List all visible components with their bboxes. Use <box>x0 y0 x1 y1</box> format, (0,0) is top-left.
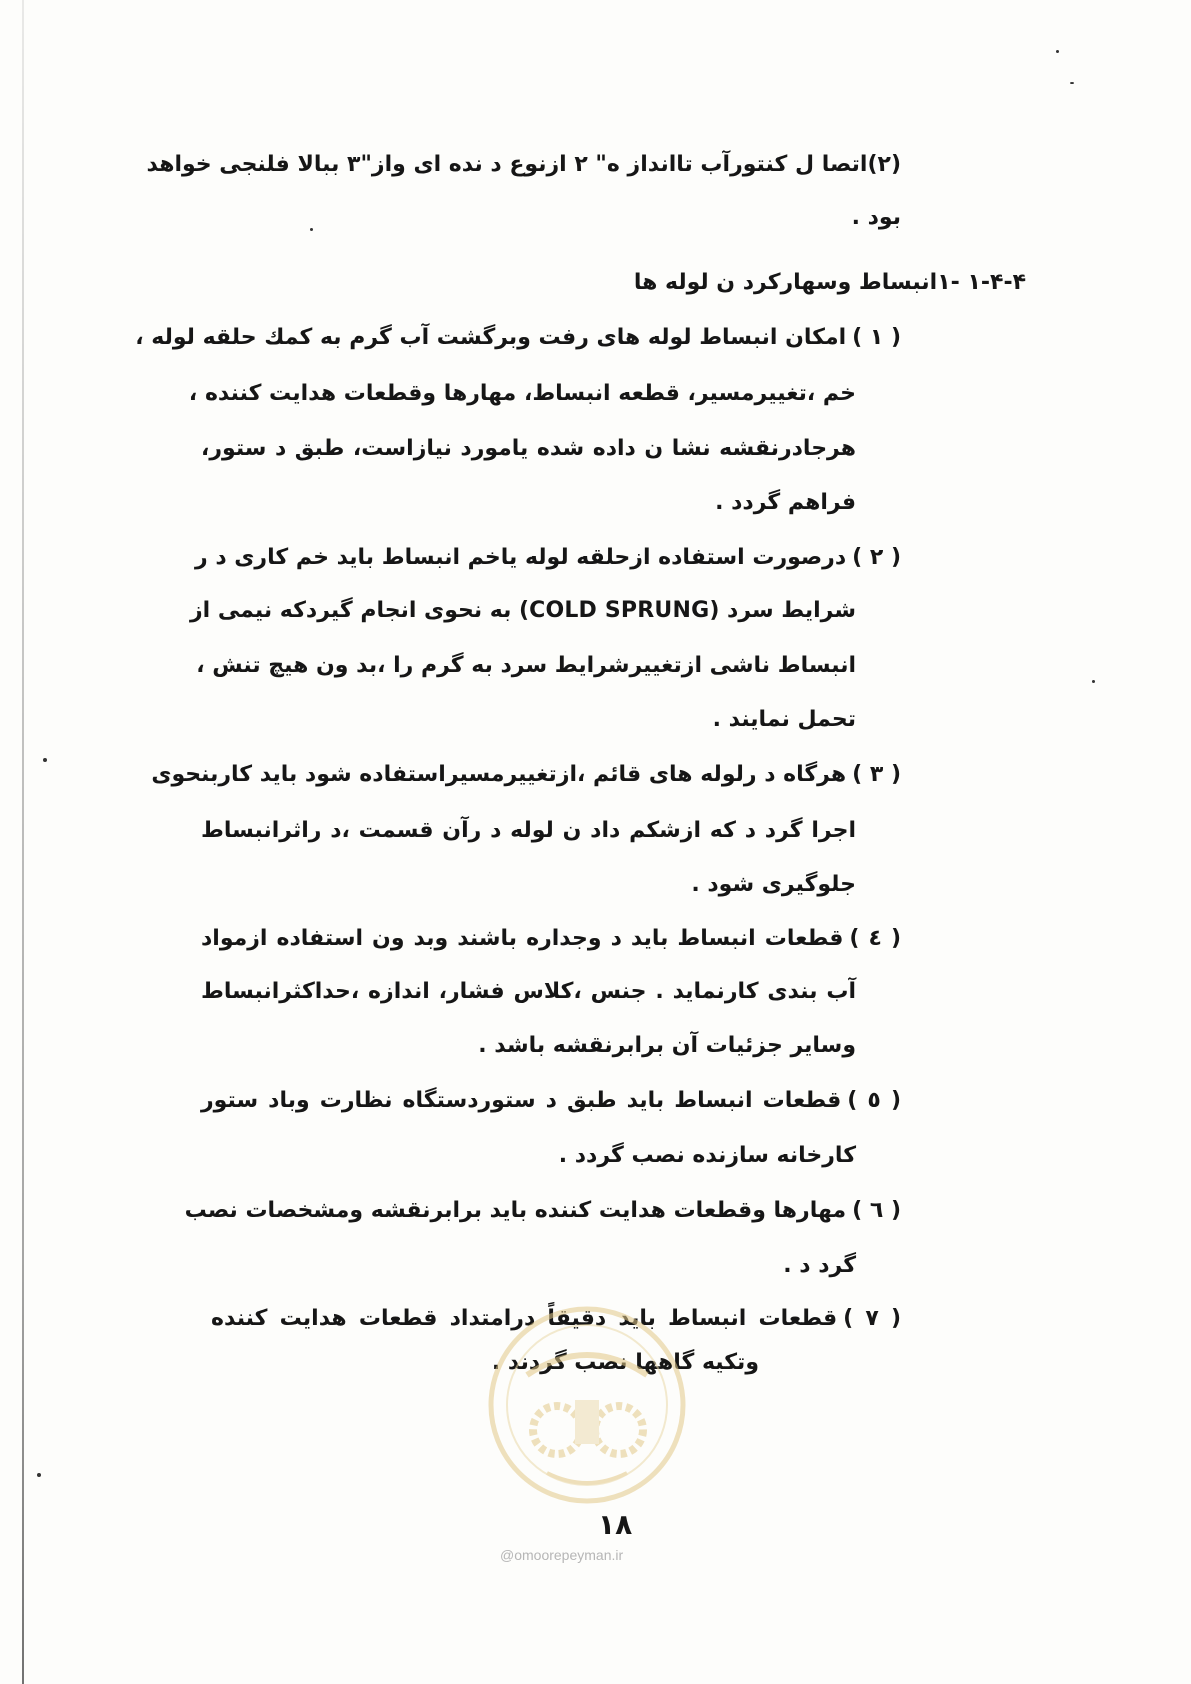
scan-speck <box>37 1473 41 1477</box>
item-4-text: قطعات انبساط باید د وجداره باشند وبد ون استفاده ازمواد <box>201 926 844 951</box>
item-5-line-1 <box>201 1086 901 1116</box>
item-6-line-1 <box>184 1196 901 1226</box>
scan-speck <box>310 228 313 231</box>
item-2-number: ( ۲ ) <box>852 545 901 570</box>
item-4-line-3: وسایر جزئیات آن برابرنقشه باشد . <box>478 1033 856 1058</box>
item-2-line-3: انبساط ناشی ازتغییرشرایط سرد به گرم را ،بد ون هیچ تنش ، <box>196 653 856 678</box>
item-6-text: مهارها وقطعات هدایت کننده باید برابرنقشه ومشخصات نصب <box>184 1198 847 1223</box>
item-5-number: ( ٥ ) <box>847 1088 902 1113</box>
intro-item-line-2: بود . <box>851 205 901 230</box>
item-3-line-1 <box>151 760 901 790</box>
item-3-line-3: جلوگیری شود . <box>691 872 856 897</box>
item-6-number: ( ٦ ) <box>852 1198 901 1223</box>
item-2-text: درصورت استفاده ازحلقه لوله یاخم انبساط باید خم کاری د ر <box>195 545 847 570</box>
item-2-line-2: شرایط سرد (COLD SPRUNG) به نحوی انجام گیردکه نیمی از <box>190 598 856 623</box>
item-4-number: ( ٤ ) <box>849 926 901 951</box>
page-number: ۱۸ <box>598 1508 633 1541</box>
item-6-line-2: گرد د . <box>783 1253 856 1278</box>
section-heading: ۱-۴-۴ -۱انبساط وسهارکرد ن لوله ها <box>633 270 1026 295</box>
item-2-line-4: تحمل نمایند . <box>712 707 856 732</box>
watermark-site-text: @omoorepeyman.ir <box>500 1547 624 1563</box>
item-1-line-4: فراهم گردد . <box>715 490 856 515</box>
item-7-number: ( ۷ ) <box>843 1306 902 1331</box>
item-3-number: ( ۳ ) <box>852 762 901 787</box>
intro-item-line-1: (۲)اتصا ل کنتورآب تاانداز ه" ۲ ازنوع د نده ای واز"۳ ببالا فلنجی خواهد <box>146 152 901 177</box>
scan-binding-edge <box>22 0 24 1684</box>
item-5-text: قطعات انبساط باید طبق د ستوردستگاه نظارت وباد ستور <box>201 1088 842 1113</box>
item-1-line-2: خم ،تغییرمسیر، قطعه انبساط، مهارها وقطعات هدایت کننده ، <box>188 381 856 406</box>
item-7-text: قطعات انبساط باید دقیقاً درامتداد قطعات هدایت کننده <box>211 1306 838 1331</box>
scan-speck <box>1070 82 1074 84</box>
scan-speck <box>1056 50 1059 53</box>
item-5-line-2: کارخانه سازنده نصب گردد . <box>558 1143 856 1168</box>
item-1-line-1 <box>135 323 901 353</box>
scan-speck <box>43 758 47 762</box>
item-1-number: ( ۱ ) <box>852 325 901 350</box>
watermark-seal-logo <box>487 1305 687 1505</box>
scan-speck <box>1092 680 1095 683</box>
item-4-line-1 <box>201 924 901 954</box>
item-7-line-2: وتکیه گاهها نصب گردند . <box>491 1350 759 1375</box>
item-2-line-1 <box>195 543 901 573</box>
item-1-text: امکان انبساط لوله های رفت وبرگشت آب گرم به کمك حلقه لوله ، <box>135 325 847 350</box>
item-4-line-2: آب بندی کارنماید . جنس ،کلاس فشار، اندازه ،حداکثرانبساط <box>201 979 856 1004</box>
item-3-text: هرگاه د رلوله های قائم ،ازتغییرمسیراستفاده شود باید کاربنحوی <box>151 762 847 787</box>
item-3-line-2: اجرا گرد د که ازشکم داد ن لوله د رآن قسمت ،د راثرانبساط <box>201 818 856 843</box>
item-1-line-3: هرجادرنقشه نشا ن داده شده یامورد نیازاست، طبق د ستور، <box>201 436 856 461</box>
